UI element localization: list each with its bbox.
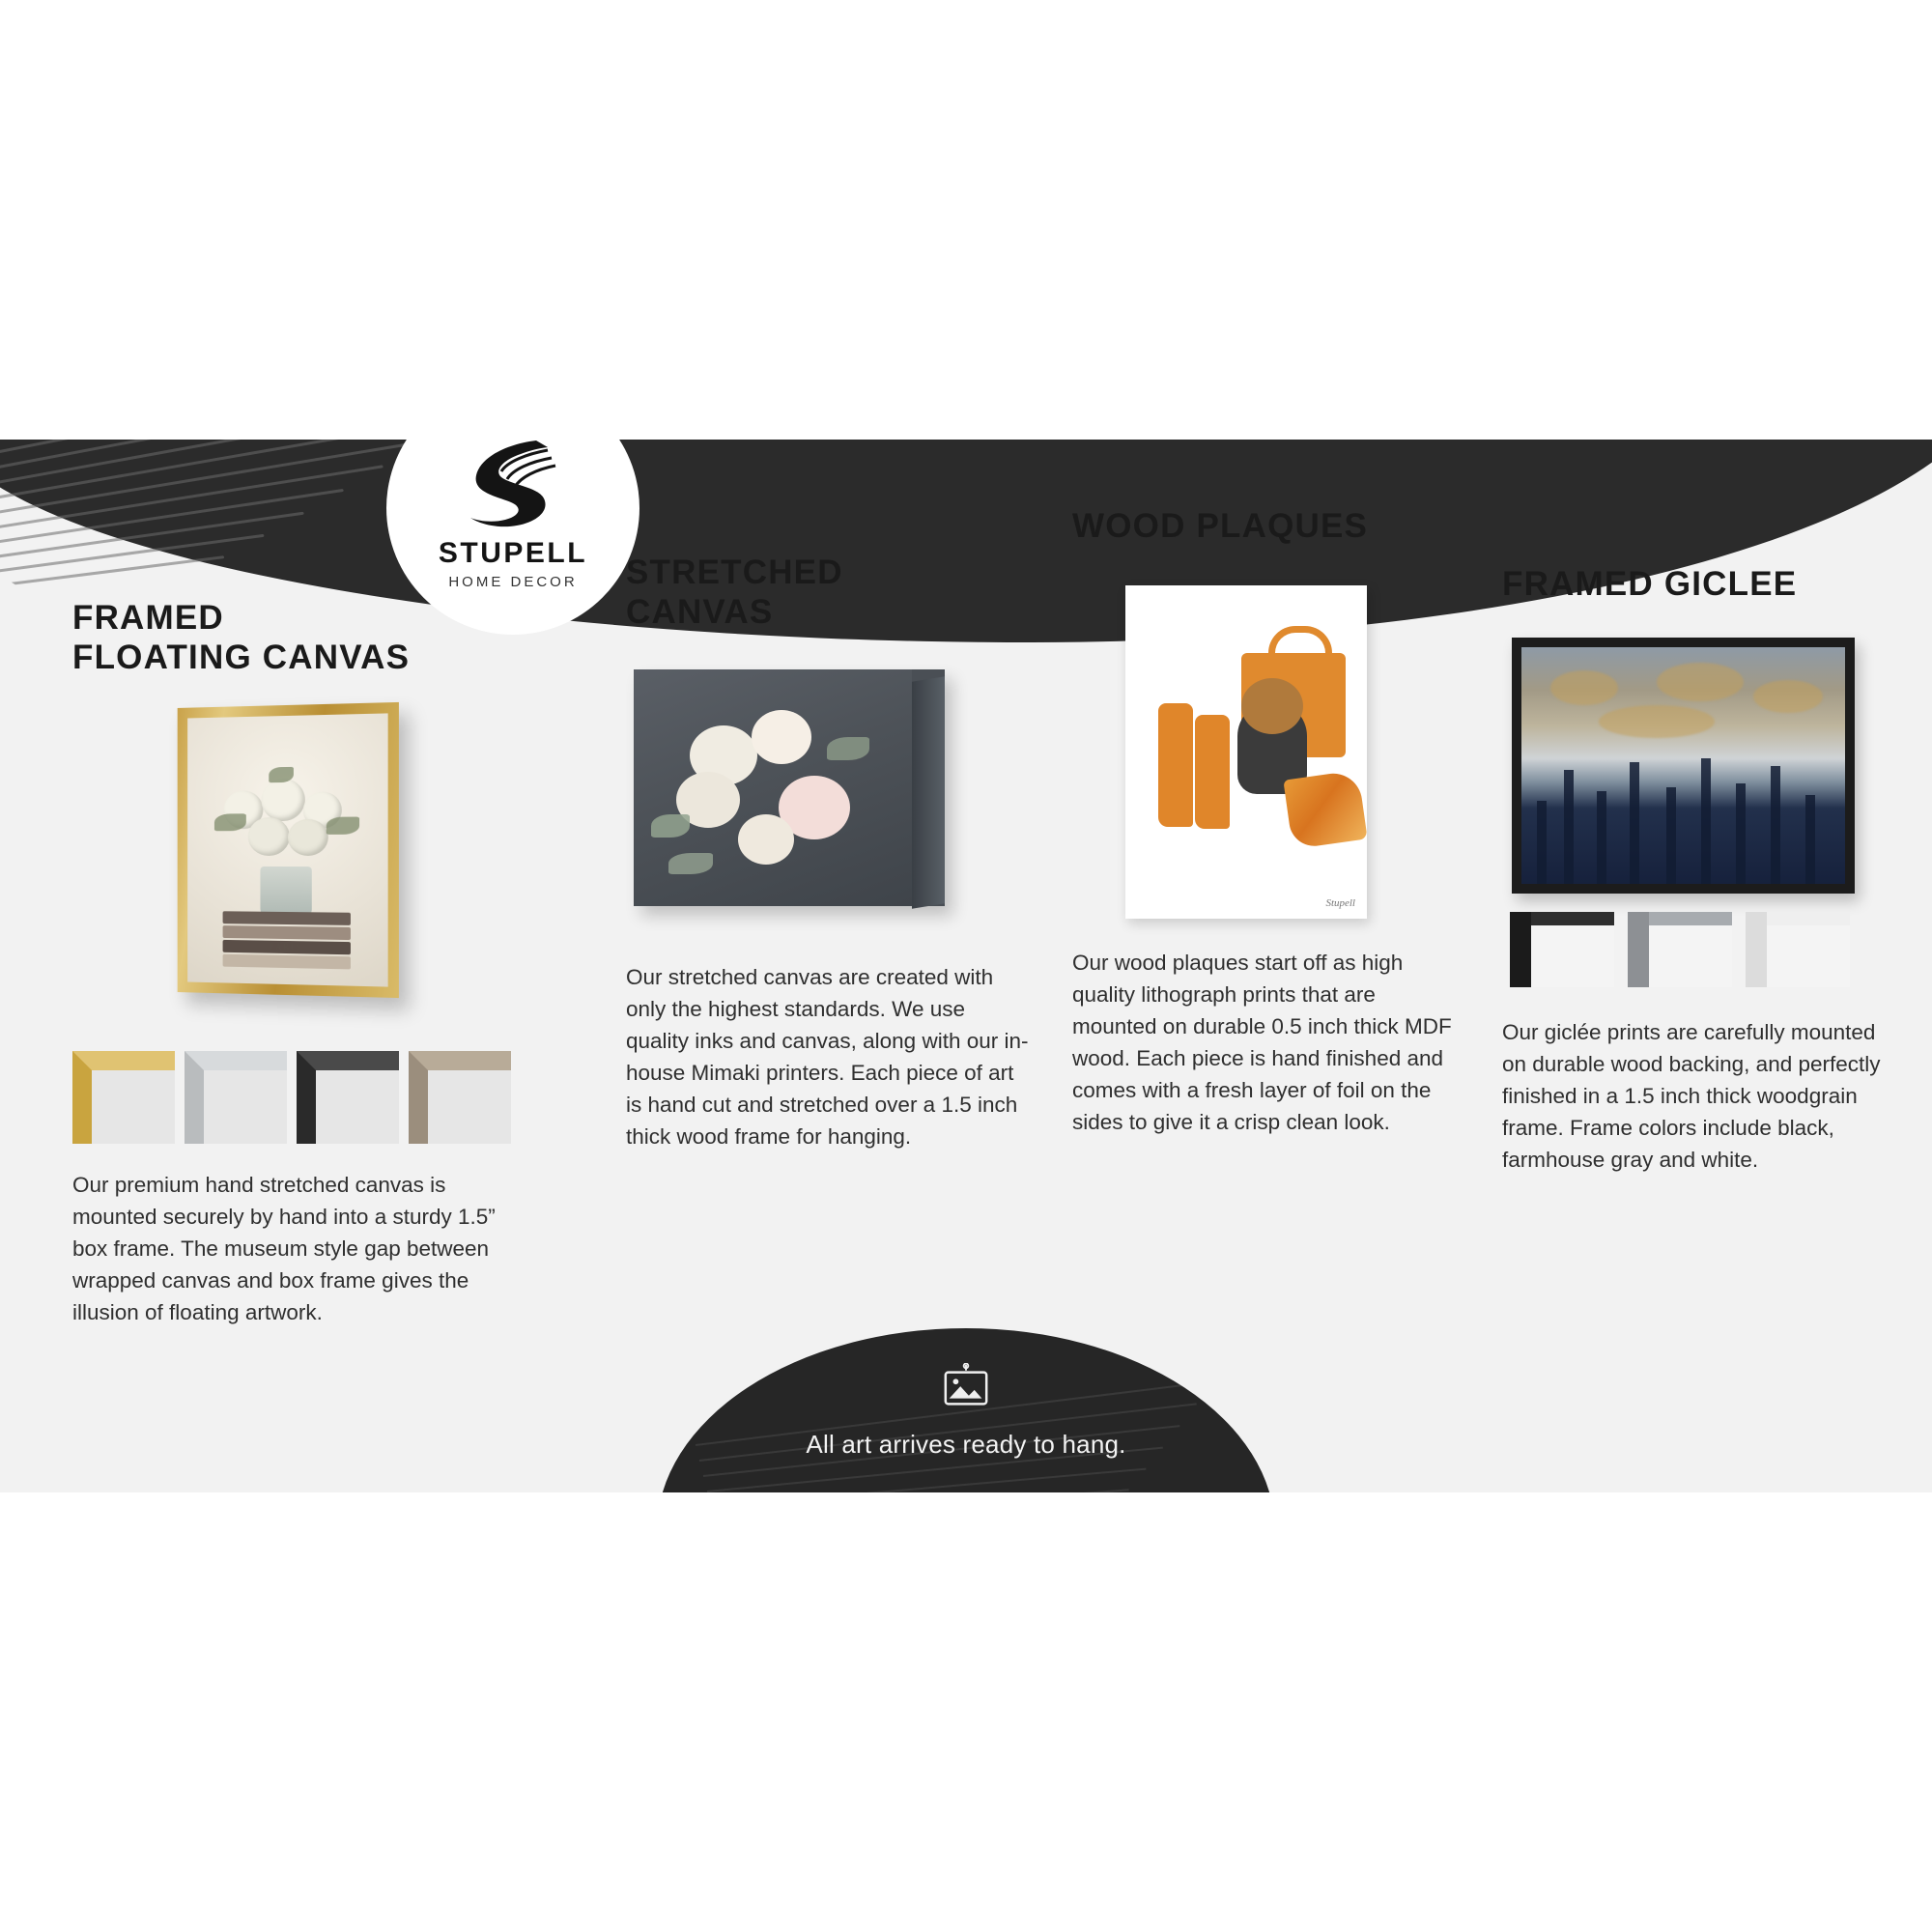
frame-swatch-gold[interactable] [72,1051,175,1144]
canvas-side-edge [912,676,945,908]
artwork-caption: PARIS [269,941,303,952]
vase-graphic [260,866,311,916]
artwork-abstract-indigo [1521,647,1845,884]
boot-right-graphic [1195,715,1230,829]
section-title-line1: FRAMED GICLEE [1502,565,1798,603]
gold-float-frame [178,702,399,998]
section-title [1502,565,1884,605]
flower-cream [752,710,811,764]
artist-signature: Stupell [1325,896,1355,909]
canvas-face [634,669,912,906]
giclee-swatch-white[interactable] [1746,912,1850,987]
frame-swatch-black[interactable] [297,1051,399,1144]
frame-inner [187,713,387,986]
leaf-2 [827,737,869,760]
giclee-frame-swatch-row [1510,912,1850,987]
section-description: Our premium hand stretched canvas is mounted securely by hand into a sturdy 1.5” box frame. The museum style gap between wrapped canvas and box frame gives the illusion of floating artwork. [72,1172,496,1325]
info-panel [0,440,1932,1492]
ready-to-hang-badge [657,1328,1275,1492]
section-title-line1: WOOD PLAQUES [1072,507,1369,545]
book-stack-graphic [222,909,351,969]
section-title-line1: FRAMED [72,599,224,637]
product-image-stretched-canvas [626,652,1032,942]
leaf-1 [651,814,690,838]
section-title [626,554,1032,633]
giclee-swatch-farmhouse-gray[interactable] [1628,912,1732,987]
boot-left-graphic [1158,703,1193,827]
frame-swatch-silver[interactable] [185,1051,287,1144]
section-title [72,599,526,678]
section-framed-floating-canvas [72,599,526,1328]
wood-plaque-print [1125,585,1367,919]
flower-white-3 [738,814,794,865]
black-giclee-frame [1512,638,1855,894]
badge-content [657,1363,1275,1460]
scarf-graphic [1283,770,1367,849]
badge-label: All art arrives ready to hang. [806,1430,1126,1459]
frame-swatch-row [72,1051,526,1144]
stupell-swoosh-logo-icon [455,440,571,529]
frame-swatch-woodgrain[interactable] [409,1051,511,1144]
section-title-line2: FLOATING CANVAS [72,638,411,676]
section-description: Our giclée prints are carefully mounted on durable wood backing, and perfectly finished in a 1.5 inch thick woodgrain frame. Frame colors include black, farmhouse gray and white. [1502,1019,1881,1173]
section-stretched-canvas [626,554,1032,1152]
product-image-wood-plaque [1072,568,1459,925]
bouquet-graphic [220,774,354,867]
product-image-framed-floating-canvas [72,696,526,1043]
artwork-hydrangea-books [187,713,387,986]
section-wood-plaques [1072,507,1459,1138]
brand-tagline: HOME DECOR [448,573,578,590]
giclee-swatch-black[interactable] [1510,912,1614,987]
product-image-framed-giclee [1502,622,1884,999]
section-title-line2: CANVAS [626,592,774,631]
framed-picture-icon [936,1363,996,1413]
brand-name: STUPELL [438,536,588,569]
section-title-line1: STRETCHED [626,554,843,591]
section-title [1072,507,1459,547]
section-description: Our wood plaques start off as high quality lithograph prints that are mounted on durable 0.5 inch thick MDF wood. Each piece is hand finished and comes with a fresh layer of foil on the sides to give it a crisp clean look. [1072,950,1452,1135]
leaf-3 [668,853,713,874]
dog-head-graphic [1241,678,1303,734]
section-framed-giclee [1502,565,1884,1176]
canvas-box [634,669,945,906]
section-description: Our stretched canvas are created with only the highest standards. We use quality inks and canvas, along with our in-house Mimaki printers. Each piece of art is hand cut and stretched over a 1.5 inch thick wood frame for hanging. [626,964,1029,1150]
